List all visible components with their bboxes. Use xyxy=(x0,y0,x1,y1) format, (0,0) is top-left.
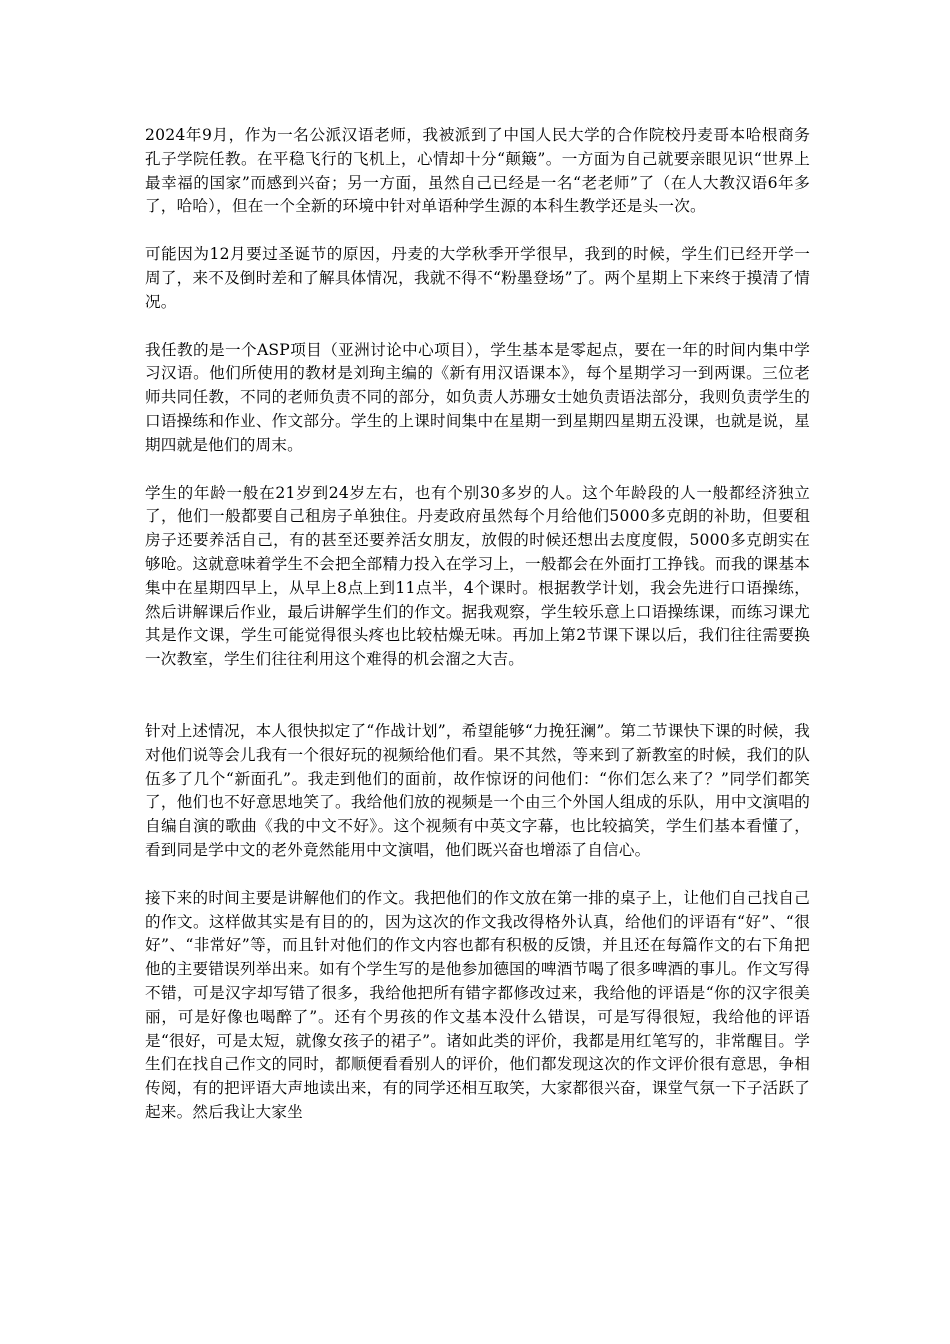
paragraph-asp-program: 我任教的是一个ASP项目（亚洲讨论中心项目），学生基本是零起点，要在一年的时间内集中学习汉语。他们所使用的教材是刘珣主编的《新有用汉语课本》，每个星期学习一到两课。三位老师共同任教，不同的老师负责不同的部分，如负责人苏珊女士她负责语法部分，我则负责学生的口语操练和作业、作文部分。学生的上课时间集中在星期一到星期四星期五没课，也就是说，星期四就是他们的周末。 xyxy=(145,340,810,454)
paragraph-essay-feedback: 接下来的时间主要是讲解他们的作文。我把他们的作文放在第一排的桌子上，让他们自己找自己的作文。这样做其实是有目的的，因为这次的作文我改得格外认真，给他们的评语有“好”、“很好”、“非常好”等，而且针对他们的作文内容也都有积极的反馈，并且还在每篇作文的右下角把他的主要错误列举出来。如有个学生写的是他参加德国的啤酒节喝了很多啤酒的事儿。作文写得不错，可是汉字却写错了很多，我给他把所有错字都修改过来，我给他的评语是“你的汉字很美丽，可是好像也喝醉了”。还有个男孩的作文基本没什么错误，可是写得很短，我给他的评语是“很好，可是太短，就像女孩子的裙子”。诸如此类的评价，我都是用红笔写的，非常醒目。学生们在找自己作文的同时，都顺便看看别人的评价，他们都发现这次的作文评价很有意思，争相传阅，有的把评语大声地读出来，有的同学还相互取笑，大家都很兴奋，课堂气氛一下子活跃了起来。然后我让大家坐 xyxy=(145,888,810,1121)
paragraph-students: 学生的年龄一般在21岁到24岁左右，也有个别30多岁的人。这个年龄段的人一般都经济独立了，他们一般都要自己租房子单独住。丹麦政府虽然每个月给他们5000多克朗的补助，但要租房子还要养活自己，有的甚至还要养活女朋友，放假的时候还想出去度度假，5000多克朗实在够呛。这就意味着学生不会把全部精力投入在学习上，一般都会在外面打工挣钱。而我的课基本集中在星期四早上，从早上8点上到11点半，4个课时。根据教学计划，我会先进行口语操练，然后讲解课后作业，最后讲解学生们的作文。据我观察，学生较乐意上口语操练课，而练习课尤其是作文课，学生可能觉得很头疼也比较枯燥无味。再加上第2节课下课以后，我们往往需要换一次教室，学生们往往利用这个难得的机会溜之大吉。 xyxy=(145,483,810,669)
paragraph-arrival: 2024年9月，作为一名公派汉语老师，我被派到了中国人民大学的合作院校丹麦哥本哈根商务孔子学院任教。在平稳飞行的飞机上，心情却十分“颠簸”。一方面为自己就要亲眼见识“世界上最幸福的国家”而感到兴奋；另一方面，虽然自己已经是一名“老老师”了（在人大教汉语6年多了，哈哈），但在一个全新的环境中针对单语种学生源的本科生教学还是头一次。 xyxy=(145,126,810,216)
document-body xyxy=(145,124,810,1125)
paragraph-semester-start: 可能因为12月要过圣诞节的原因，丹麦的大学秋季开学很早，我到的时候，学生们已经开学一周了，来不及倒时差和了解具体情况，我就不得不“粉墨登场”了。两个星期上下来终于摸清了情况。 xyxy=(145,245,810,311)
paragraph-battle-plan: 针对上述情况，本人很快拟定了“作战计划”，希望能够“力挽狂澜”。第二节课快下课的时候，我对他们说等会儿我有一个很好玩的视频给他们看。果不其然，等来到了新教室的时候，我们的队伍多了几个“新面孔”。我走到他们的面前，故作惊讶的问他们：“你们怎么来了？”同学们都笑了，他们也不好意思地笑了。我给他们放的视频是一个由三个外国人组成的乐队，用中文演唱的自编自演的歌曲《我的中文不好》。这个视频有中英文字幕，也比较搞笑，学生们基本看懂了，看到同是学中文的老外竟然能用中文演唱，他们既兴奋也增添了自信心。 xyxy=(145,721,810,859)
